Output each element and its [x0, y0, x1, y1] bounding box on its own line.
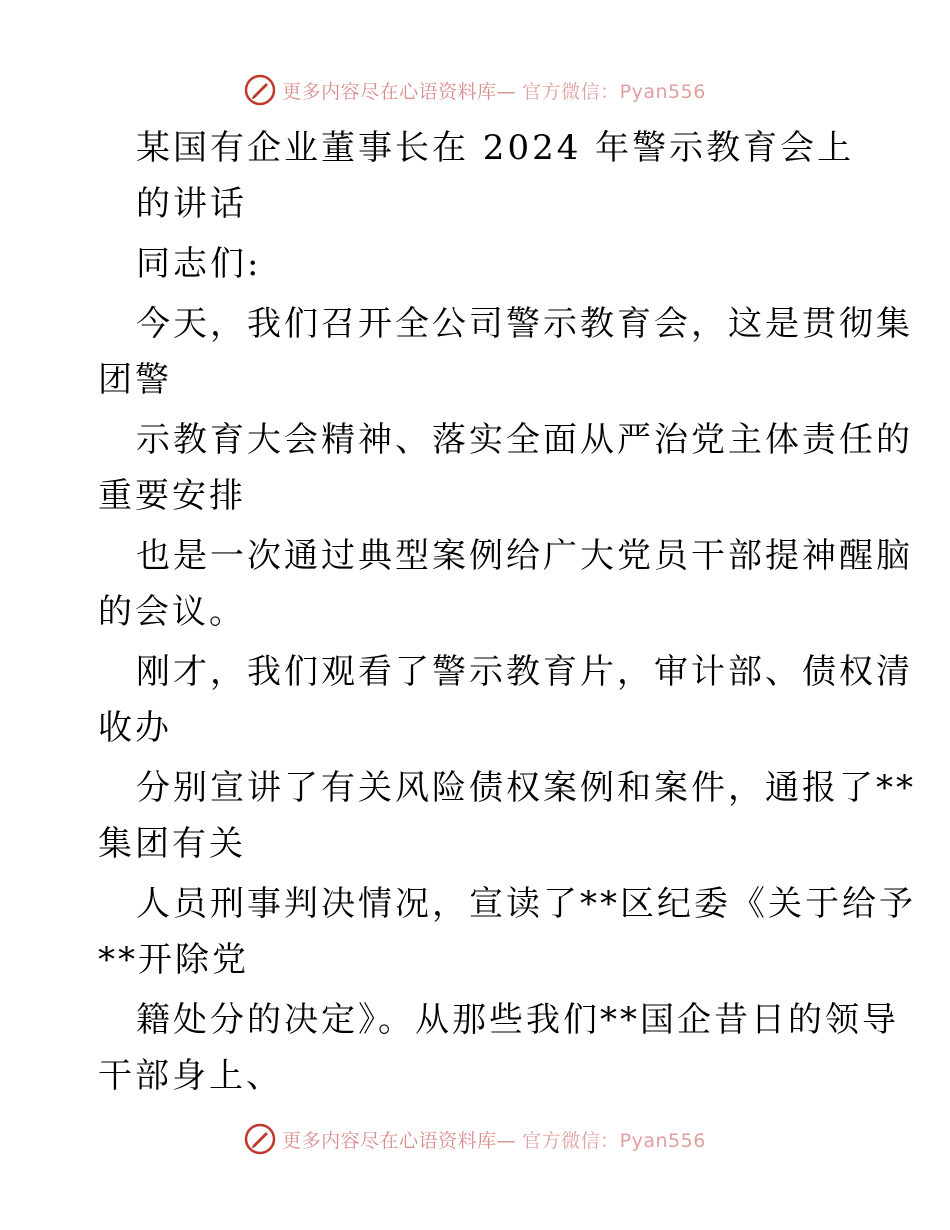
- paragraph-line: 示教育大会精神、落实全面从严治党主体责任的: [136, 420, 913, 460]
- header-watermark-banner: [0, 70, 950, 110]
- paragraph-line: 集团有关: [98, 824, 246, 864]
- banner-text: 更多内容尽在心语资料库—: [282, 80, 517, 103]
- paragraph-line: **开除党: [98, 940, 249, 980]
- paragraph-line: 籍处分的决定》。从那些我们**国企昔日的领导: [136, 1000, 899, 1040]
- banner-wechat: 官方微信：Pyan556: [522, 80, 706, 103]
- paragraph-line: 收办: [98, 708, 172, 748]
- paragraph-line: 重要安排: [98, 476, 246, 516]
- pen-logo-icon: [244, 1123, 276, 1155]
- paragraph-line: 干部身上、: [98, 1056, 283, 1096]
- pen-logo-icon: [244, 74, 276, 106]
- paragraph-line: 团警: [98, 360, 172, 400]
- paragraph-line: 分别宣讲了有关风险债权案例和案件，通报了**: [136, 768, 916, 808]
- banner-text: 更多内容尽在心语资料库—: [282, 1129, 517, 1152]
- paragraph-line: 的会议。: [98, 592, 246, 632]
- paragraph-line: 今天，我们召开全公司警示教育会，这是贯彻集: [136, 304, 913, 344]
- paragraph-line: 人员刑事判决情况，宣读了**区纪委《关于给予: [136, 884, 916, 924]
- paragraph-line: 刚才，我们观看了警示教育片，审计部、债权清: [136, 652, 913, 692]
- footer-watermark-banner: [0, 1119, 950, 1159]
- banner-wechat: 官方微信：Pyan556: [522, 1129, 706, 1152]
- paragraph-line: 同志们:: [136, 244, 262, 284]
- paragraph-line: 也是一次通过典型案例给广大党员干部提神醒脑: [136, 536, 913, 576]
- document-title-line1: 某国有企业董事长在 2024 年警示教育会上: [136, 128, 855, 168]
- document-title-line2: 的讲话: [136, 184, 247, 224]
